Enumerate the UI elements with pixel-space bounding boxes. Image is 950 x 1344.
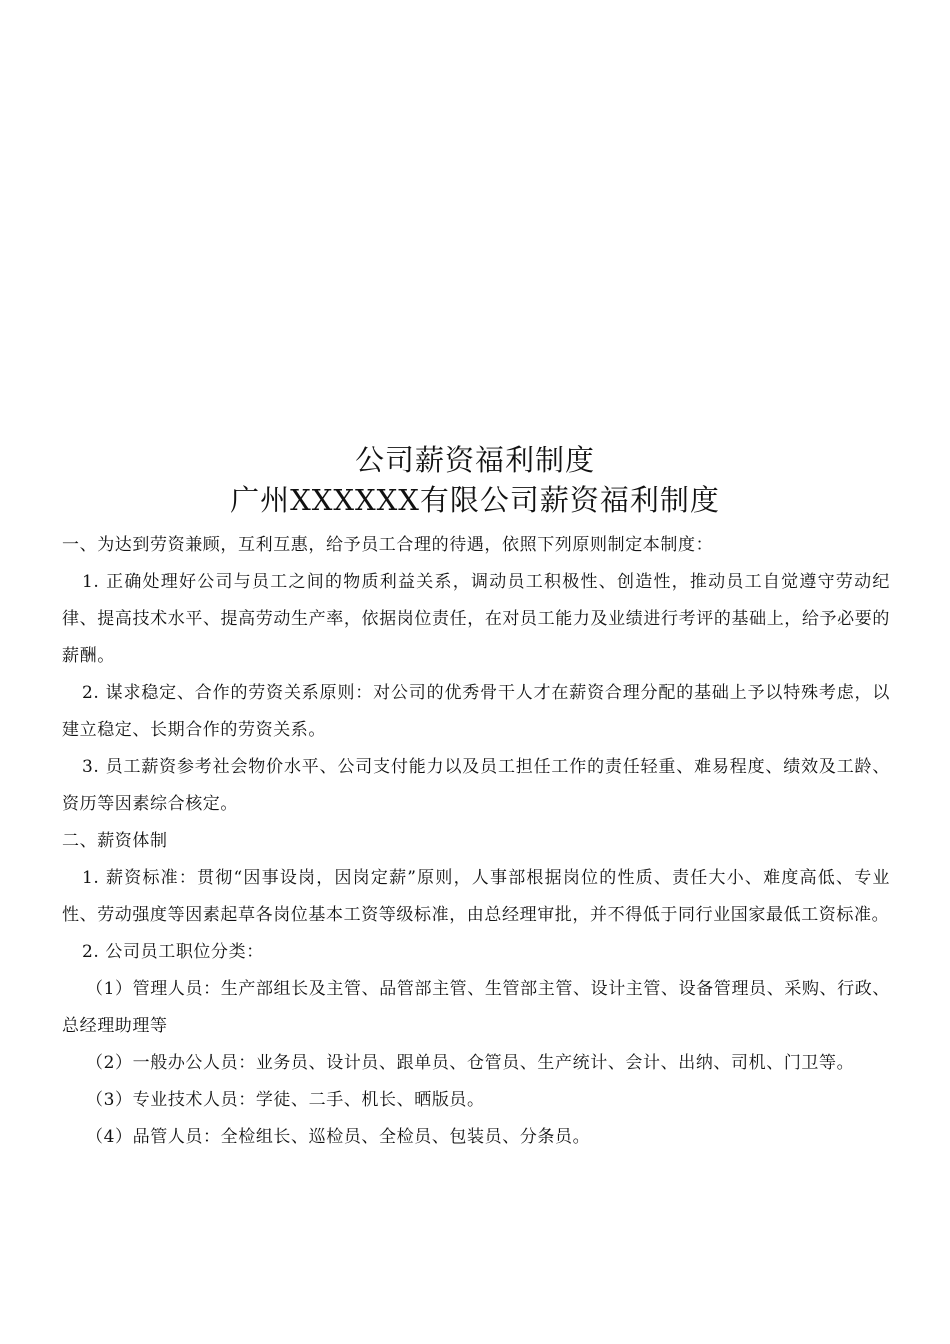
- document-body: [62, 527, 890, 1156]
- paragraph-principle-3: 3. 员工薪资参考社会物价水平、公司支付能力以及员工担任工作的责任轻重、难易程度、绩效及工龄、资历等因素综合核定。: [62, 757, 890, 814]
- paragraph-category-3: （3）专业技术人员：学徒、二手、机长、晒版员。: [86, 1090, 485, 1110]
- paragraph-position-classification: 2. 公司员工职位分类：: [82, 942, 264, 962]
- document-subtitle: 广州XXXXXX有限公司薪资福利制度: [230, 483, 720, 517]
- title-block: [0, 440, 950, 520]
- paragraph-principle-1: 1. 正确处理好公司与员工之间的物质利益关系，调动员工积极性、创造性，推动员工自觉遵守劳动纪律、提高技术水平、提高劳动生产率，依据岗位责任，在对员工能力及业绩进行考评的基础上，给予必要的薪酬。: [62, 572, 890, 666]
- paragraph-category-2: （2）一般办公人员：业务员、设计员、跟单员、仓管员、生产统计、会计、出纳、司机、门卫等。: [86, 1053, 855, 1073]
- section-heading-2: 二、薪资体制: [62, 831, 168, 851]
- section-heading-1: 一、为达到劳资兼顾，互利互惠，给予员工合理的待遇，依照下列原则制定本制度：: [62, 535, 714, 555]
- paragraph-salary-standard: 1. 薪资标准：贯彻“因事设岗，因岗定薪”原则，人事部根据岗位的性质、责任大小、难度高低、专业性、劳动强度等因素起草各岗位基本工资等级标准，由总经理审批，并不得低于同行业国家最低工资标准。: [62, 868, 890, 925]
- paragraph-category-4: （4）品管人员：全检组长、巡检员、全检员、包装员、分条员。: [86, 1127, 591, 1147]
- paragraph-category-1: （1）管理人员：生产部组长及主管、品管部主管、生管部主管、设计主管、设备管理员、采购、行政、总经理助理等: [62, 979, 890, 1036]
- paragraph-principle-2: 2. 谋求稳定、合作的劳资关系原则：对公司的优秀骨干人才在薪资合理分配的基础上予以特殊考虑，以建立稳定、长期合作的劳资关系。: [62, 683, 890, 740]
- document-title: 公司薪资福利制度: [354, 443, 595, 477]
